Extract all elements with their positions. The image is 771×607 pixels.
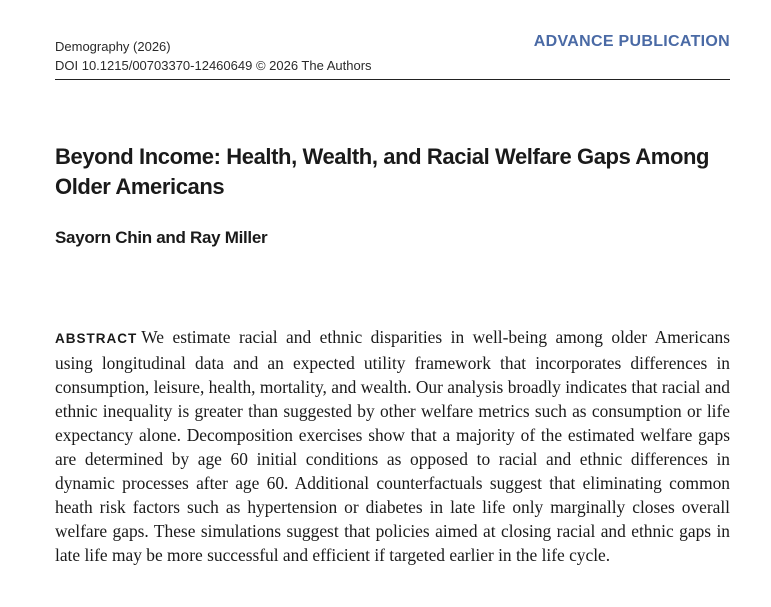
abstract (55, 325, 730, 567)
abstract-label: ABSTRACT (55, 331, 138, 346)
journal-name: Demography (2026) (55, 39, 171, 54)
header-divider (55, 79, 730, 80)
abstract-text: We estimate racial and ethnic disparities in well-being among older Americans using longitudinal data and an expected utility framework that incorporates differences in consumption, leisure, health, mortality, and wealth. Our analysis broadly indicates that racial and ethnic inequality is greater than suggested by other welfare metrics such as consumption or life expectancy alone. Decomposition exercises show that a majority of the estimated welfare gaps are determined by age 60 initial conditions as opposed to racial and ethnic differences in dynamic processes after age 60. Additional counterfactuals suggest that eliminating common heath risk factors such as hypertension or diabetes in late life only marginally closes overall welfare gaps. These simulations suggest that policies aimed at closing racial and ethnic gaps in late life may be more successful and efficient if targeted earlier in the life cycle. (55, 327, 730, 565)
article-title: Beyond Income: Health, Wealth, and Racial Welfare Gaps Among Older Americans (55, 144, 710, 199)
publication-status: ADVANCE PUBLICATION (533, 33, 730, 50)
article-authors: Sayorn Chin and Ray Miller (55, 228, 268, 247)
journal-info (55, 37, 372, 75)
article-page (55, 0, 730, 565)
page-header (55, 0, 730, 80)
doi-copyright: DOI 10.1215/00703370-12460649 © 2026 The Authors (55, 58, 372, 73)
